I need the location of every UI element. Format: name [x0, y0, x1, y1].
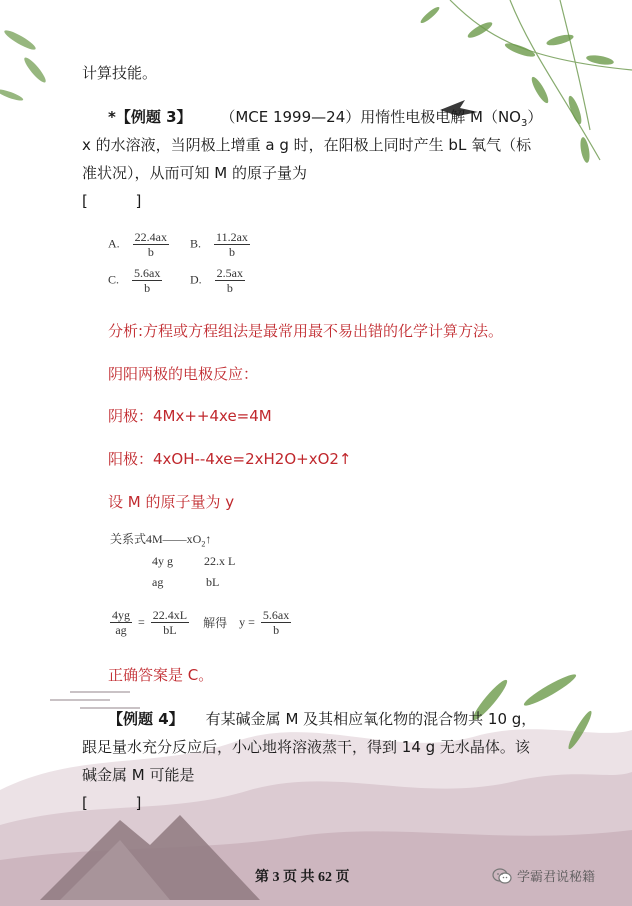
example4-line3: 碱金属 M 可能是	[82, 766, 195, 784]
example3-label: 【例题 3】	[115, 108, 192, 126]
option-d-denominator: b	[226, 281, 233, 295]
eq-right-numerator: 5.6ax	[262, 608, 290, 622]
eq-right-denominator: b	[273, 623, 280, 637]
anode-reaction: 阳极：4xOH--4xe=2xH2O+xO2↑	[108, 450, 352, 468]
correct-answer: 正确答案是 C。	[108, 666, 214, 684]
electrode-reaction-heading: 阴阳两极的电极反应：	[108, 365, 259, 383]
relation-row1-left: 4y g	[152, 554, 173, 568]
option-a	[108, 230, 169, 259]
eq-solve-label: 解得	[203, 616, 228, 630]
option-d	[190, 266, 245, 295]
relation-title-text: 关系式4M——xO	[110, 532, 202, 546]
relation-title	[110, 530, 211, 548]
example4-text-1: 有某碱金属 M 及其相应氧化物的混合物共 10 g，	[205, 710, 537, 728]
option-d-numerator: 2.5ax	[216, 266, 243, 280]
example3-text-1-end: ）	[527, 108, 543, 126]
example3-text-1: （MCE 1999—24）用惰性电极电解 M（NO	[220, 108, 521, 126]
relation-row2-left: ag	[152, 575, 164, 589]
option-d-letter: D.	[190, 272, 202, 287]
relation-equation	[110, 608, 291, 637]
relation-row2-right: bL	[206, 575, 220, 589]
option-c-denominator: b	[144, 281, 151, 295]
analysis-line: 分析:方程或方程组法是最常用最不易出错的化学计算方法。	[108, 322, 504, 340]
option-b-numerator: 11.2ax	[216, 230, 248, 244]
eq-left-numerator: 4yg	[112, 608, 130, 622]
example4-label: 【例题 4】	[108, 710, 184, 728]
wechat-icon	[492, 868, 512, 884]
option-c-letter: C.	[108, 272, 120, 287]
page-number: 第 3 页 共 62 页	[255, 870, 350, 885]
option-b-letter: B.	[190, 236, 202, 251]
eq-y-label: y =	[239, 615, 255, 629]
example3-subscript: 3	[520, 118, 528, 129]
eq-mid-numerator: 22.4xL	[152, 608, 188, 622]
option-b	[190, 230, 250, 259]
watermark-text: 学霸君说秘籍	[517, 870, 596, 885]
example4-line2: 跟足量水充分反应后，小心地将溶液蒸干，得到 14 g 无水晶体。该	[82, 738, 530, 756]
intro-line: 计算技能。	[82, 64, 158, 82]
option-a-denominator: b	[147, 245, 154, 259]
relation-title-sub: 2	[201, 539, 206, 549]
cathode-reaction: 阴极：4Mx++4xe=4M	[108, 407, 272, 425]
example4-answer-bracket: [ ]	[82, 794, 142, 812]
example4-line1	[108, 706, 536, 732]
option-b-denominator: b	[228, 245, 235, 259]
eq-mid-denominator: bL	[163, 623, 177, 637]
watermark	[492, 866, 595, 885]
option-a-numerator: 22.4ax	[134, 230, 167, 244]
relation-row1-right: 22.x L	[204, 554, 236, 568]
option-c-numerator: 5.6ax	[134, 266, 161, 280]
example3-line2: x 的水溶液，当阴极上增重 a g 时，在阳极上同时产生 bL 氧气（标	[82, 136, 532, 154]
eq-left-denominator: ag	[115, 623, 127, 637]
relation-title-arrow: ↑	[205, 532, 212, 546]
example3-answer-bracket: [ ]	[82, 192, 142, 210]
example3-line3: 准状况），从而可知 M 的原子量为	[82, 164, 307, 182]
option-c	[108, 266, 162, 295]
eq-equals-sign: =	[138, 615, 145, 629]
option-a-letter: A.	[108, 236, 120, 251]
assumption-line: 设 M 的原子量为 y	[108, 493, 235, 511]
example3-star: *	[108, 108, 116, 126]
